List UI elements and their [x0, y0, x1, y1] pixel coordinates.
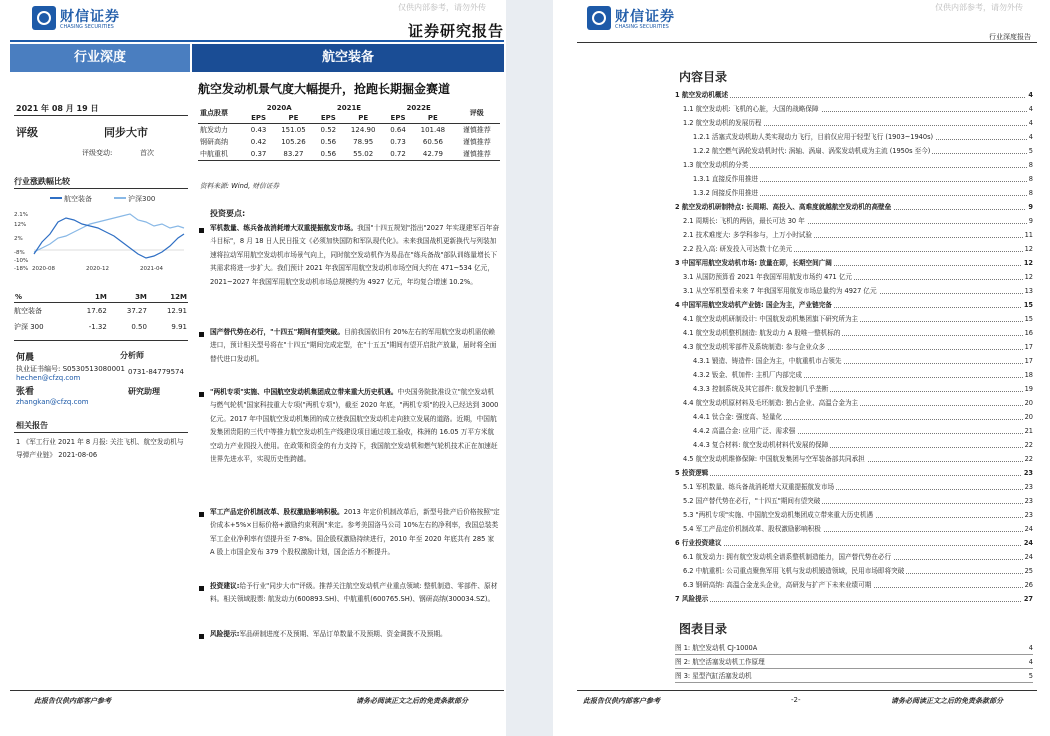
toc-entry-page: 23: [1024, 497, 1033, 505]
toc-title: 内容目录: [679, 70, 728, 84]
toc-entry-page: 17: [1024, 357, 1033, 365]
toc-entry-page: 15: [1023, 301, 1033, 309]
toc-entry-title: 6.2 中航重机: 公司重点聚焦军用飞机与发动机锻造领域，民用市场即将突破: [683, 567, 905, 575]
toc-entry-title: 2.2 投入高: 研发投入可达数十亿美元: [683, 245, 793, 253]
logo-icon: [32, 6, 56, 30]
x-tick: 2020-12: [86, 266, 109, 272]
perf-row: 沪深 300 -1.32 0.50 9.91: [14, 323, 187, 331]
year-head: 2021E: [336, 104, 362, 112]
toc-entry-title: 2 航空发动机研制特点: 长周期、高投入、高难度就越航空发动机的高壁垒: [675, 203, 892, 211]
toc-entry-page: 8: [1028, 161, 1033, 169]
toc-entry-title: 4.1 航空发动机研制设计: 中国航发动机集团旗下研究所为主: [683, 315, 859, 323]
perf-header: 1M: [95, 293, 107, 301]
footer-right: 请务必阅读正文之后的免责条款部分: [356, 697, 468, 705]
header-rule: [10, 40, 504, 42]
y-tick: 2.1%: [14, 212, 28, 218]
bullet-icon: [199, 586, 204, 591]
figure-entry[interactable]: [675, 670, 1033, 683]
toc-entry-title: 3.1 从空军机型看未来 7 年我国军用航发市场总量约为 4927 亿元: [683, 287, 877, 295]
toc-entry-title: 4 中国军用航空发动机产业链: 国企为主，产业链完备: [675, 301, 832, 309]
toc-entry-title: 1.1 航空发动机: 飞机的心脏，大国的战略保障: [683, 105, 819, 113]
toc-entry-page: 26: [1024, 581, 1033, 589]
toc-entry-page: 23: [1024, 483, 1033, 491]
toc-entry[interactable]: [693, 426, 1033, 437]
assistant-name: 张看: [16, 387, 35, 397]
toc-entry-title: 4.3.3 控制系统及其它部件: 航发控制几乎垄断: [693, 385, 829, 393]
figure-entry-page: 4: [1028, 658, 1033, 666]
category-band: 行业深度: [10, 44, 190, 72]
toc-entry-page: 5: [1028, 147, 1033, 155]
figure-entry-title: 图 1: 航空发动机 CJ-1000A: [675, 644, 758, 652]
footer-rule: [577, 690, 1037, 691]
analyst-email[interactable]: hechen@cfzq.com: [16, 374, 81, 382]
toc-entry[interactable]: [693, 356, 1033, 367]
divider: [14, 432, 188, 433]
bullet-icon: [199, 332, 204, 337]
toc-entry[interactable]: [683, 104, 1033, 115]
toc-entry-title: 4.3.2 钣金、机加件: 主机厂内部完成: [693, 371, 802, 379]
toc-entry-title: 1.2 航空发动机的发展历程: [683, 119, 762, 127]
toc-entry[interactable]: [683, 482, 1033, 493]
stock-row: 钢研高纳 0.42 105.26 0.56 78.95 0.73 60.56 谨慎推荐: [200, 138, 491, 146]
analyst-phone: 0731-84779574: [128, 368, 184, 376]
toc-entry[interactable]: [683, 566, 1033, 577]
toc-entry-title: 7 风险提示: [675, 595, 709, 603]
toc-entry-title: 5.3 "两机专项"实施、中国航空发动机集团成立带来重大历史机遇: [683, 511, 874, 519]
toc-entry-title: 4.4.3 复合材料: 航空发动机材料代发展的保障: [693, 441, 829, 449]
toc-entry[interactable]: [683, 314, 1033, 325]
perf-header: 3M: [135, 293, 147, 301]
toc-entry-page: 23: [1024, 511, 1033, 519]
bullet-icon: [199, 228, 204, 233]
toc-entry-page: 20: [1024, 399, 1033, 407]
rating-change-label: 评级变动:: [82, 149, 113, 157]
toc-entry[interactable]: [683, 342, 1033, 353]
stock-row: 中航重机 0.37 83.27 0.56 55.02 0.72 42.79 谨慎推荐: [198, 148, 500, 161]
key-point: 风险提示:军品研制进度不及预期、军品订单数量不及预期、资金调拨不及预期。: [210, 630, 447, 638]
y-tick: 12%: [14, 222, 27, 228]
rating-label: 评级: [16, 126, 38, 139]
footer-rule: [10, 690, 504, 691]
trend-chart-title: 行业涨跌幅比较: [14, 177, 70, 186]
stock-table-head: 重点股票: [200, 109, 228, 117]
analyst-role: 分析师: [120, 351, 144, 360]
report-date: 2021 年 08 月 19 日: [16, 104, 99, 113]
key-point: 投资建议:给予行业"同步大市"评级。推荐关注航空发动机产业重点领域: 整机制造、零部件、原材料。相关领域股票: 航发动力(600893.SH)、中航重机(600765.SH)、钢研高纳(300034.SZ)。: [210, 582, 498, 604]
figure-entry-title: 图 3: 星型汽缸活塞发动机: [675, 672, 752, 680]
toc-entry[interactable]: [683, 524, 1033, 535]
toc-entry-title: 4.4.1 钛合金: 强度高、轻量化: [693, 413, 783, 421]
logo-subtext: CHASING SECURITIES: [615, 24, 669, 30]
bullet-icon: [199, 512, 204, 517]
toc-entry[interactable]: [683, 580, 1033, 591]
toc-entry-title: 5.2 国产替代势在必行，"十四五"期间有望突破: [683, 497, 821, 505]
footer-right: 请务必阅读正文之后的免责条款部分: [891, 697, 1003, 705]
figure-entry-title: 图 2: 航空活塞发动机工作原理: [675, 658, 765, 666]
toc-entry[interactable]: [683, 398, 1033, 409]
toc-entry-page: 24: [1024, 553, 1033, 561]
toc-entry-page: 18: [1024, 371, 1033, 379]
y-tick: -18%: [14, 266, 29, 272]
figure-entry-page: 5: [1028, 672, 1033, 680]
toc-entry[interactable]: [683, 510, 1033, 521]
toc-entry-title: 1 航空发动机概述: [675, 91, 729, 99]
toc-entry[interactable]: [675, 594, 1033, 605]
toc-entry[interactable]: [693, 132, 1033, 143]
bullet-icon: [199, 634, 204, 639]
divider: [14, 115, 188, 116]
y-tick: -10%: [14, 258, 29, 264]
toc-entry[interactable]: [675, 90, 1033, 101]
toc-entry-page: 9: [1028, 203, 1033, 211]
y-tick: -8%: [14, 250, 25, 256]
toc-entry[interactable]: [675, 538, 1033, 549]
x-tick: 2021-04: [140, 266, 163, 272]
legend-label-a: 航空装备: [64, 195, 92, 203]
toc-entry[interactable]: [675, 258, 1033, 269]
toc-entry-title: 6 行业投资建议: [675, 539, 722, 547]
toc-entry[interactable]: [683, 244, 1033, 255]
toc-entry-title: 1.3 航空发动机的分类: [683, 161, 749, 169]
footer-left: 此报告仅供内部客户参考: [34, 697, 111, 705]
toc-entry-title: 4.5 航空发动机维修保障: 中国航发集团与空军装备部共同承担: [683, 455, 865, 463]
related-reports-title: 相关报告: [16, 421, 48, 430]
logo-text: 财信证券: [615, 9, 675, 25]
performance-table: [14, 292, 188, 335]
perf-row: 航空装备 17.62 37.27 12.91: [14, 307, 187, 315]
toc-entry-title: 4.3 航空发动机零部件及系统制造: 参与企业众多: [683, 343, 826, 351]
report-type-title: 证券研究报告: [408, 22, 505, 40]
toc-entry[interactable]: [693, 412, 1033, 423]
rating-change-value: 首次: [140, 149, 154, 157]
rating-value: 同步大市: [104, 126, 148, 139]
report-page-1: [0, 0, 506, 736]
toc-entry-page: 27: [1023, 595, 1033, 603]
toc-entry[interactable]: [675, 202, 1033, 213]
toc-entry-title: 2.1 周期长: 飞机的两倍，最长可达 30 年: [683, 217, 805, 225]
toc-entry[interactable]: [683, 272, 1033, 283]
toc-entry-title: 1.3.2 间接反作用推进: [693, 189, 759, 197]
x-tick: 2020-08: [32, 266, 55, 272]
sector-band: 航空装备: [192, 44, 504, 72]
toc-entry-page: 4: [1028, 105, 1033, 113]
key-point: 军机数量、练兵备战消耗增大双重提振航发市场。我国"十四五规划"指出"2027 年实现建军百年奋斗目标"，8 月 18 日人民日报文《必须加快国防和军队现代化》。未来我国战机更新换代与列装加速将拉动军用航空发动机市场景气向上，同时航空发动机作为易品在"练兵备战"部队训练量增长下其需求将进一步扩大。我们预计 2021 年我国军用航空发动机市场空间大约在 471~534 亿元，2021~2027 年我国军用航空发动机市场总规模约为 4927 亿元，年均复合增速 10.2%。: [210, 224, 500, 286]
toc-entry-page: 11: [1024, 231, 1033, 239]
figure-entry-page: 4: [1028, 644, 1033, 652]
key-point: 国产替代势在必行，"十四五"期间有望突破。目前我国依旧有 20%左右的军用航空发动机需依赖进口，预计相关型号将在"十四五"期间完成定型，在"十五五"期间有望开启批产放量，届时将全面替代进口发动机。: [210, 328, 497, 363]
logo-icon: [587, 6, 611, 30]
toc-entry[interactable]: [693, 440, 1033, 451]
toc-entry-title: 4.3.1 锻造、铸造件: 国企为主，中航重机市占领先: [693, 357, 842, 365]
toc-entry[interactable]: [683, 160, 1033, 171]
analyst-cert: 执业证书编号: S0530513080001: [16, 365, 125, 373]
toc-entry[interactable]: [683, 552, 1033, 563]
toc-entry-page: 23: [1023, 469, 1033, 477]
toc-entry-page: 4: [1028, 119, 1033, 127]
perf-header: 12M: [170, 293, 187, 301]
toc-entry[interactable]: [675, 468, 1033, 479]
key-stocks-table: 重点股票 2020A 2021E 2022E 评级 EPS PE EPS PE EPS PE 航发动力 0.43 151.05 0.52 124.90 0.64 101.48 谨慎推荐 钢研高纳 0.42 105.26 0.56 78.95 0.73 60.56 谨慎推荐 中航重机 0.37 83.27 0.56 55.02 0.72 42.79 谨慎推荐: [198, 103, 500, 161]
toc-entry-title: 6.1 航发动力: 拥有航空发动机全谱系整机制造能力，国产替代势在必行: [683, 553, 892, 561]
logo-text: 财信证券: [60, 9, 120, 25]
toc-entry-title: 1.2.1 活塞式发动机助人类实现动力飞行，目前仅应用于轻型飞行 (1903~1940s): [693, 133, 934, 141]
toc-entry-page: 16: [1024, 329, 1033, 337]
toc-entry[interactable]: [683, 328, 1033, 339]
toc-entry-page: 24: [1024, 525, 1033, 533]
stock-row: 航发动力 0.43 151.05 0.52 124.90 0.64 101.48 谨慎推荐: [200, 126, 491, 134]
report-headline: 航空发动机景气度大幅提升，抢跑长期掘金赛道: [198, 82, 451, 96]
toc-entry-title: 3.1 从国防预算看 2021 年我国军用航发市场约 471 亿元: [683, 273, 853, 281]
toc-entry-title: 4.4.2 高温合金: 应用广泛、需求强: [693, 427, 796, 435]
legend-label-b: 沪深300: [128, 195, 156, 203]
toc-entry-page: 25: [1024, 567, 1033, 575]
footer-left: 此报告仅供内部客户参考: [583, 697, 660, 705]
toc-entry-page: 12: [1024, 245, 1033, 253]
related-report-link[interactable]: 1 《军工行业 2021 年 8 月报: 关注飞机、航空发动机与导弹产业链》 2021-08-06: [16, 438, 184, 459]
logo-subtext: CHASING SECURITIES: [60, 24, 114, 30]
divider: [14, 340, 188, 341]
toc-entry-page: 24: [1023, 539, 1033, 547]
assistant-role: 研究助理: [128, 387, 160, 396]
toc-entry[interactable]: [693, 146, 1033, 157]
figures-title: 图表目录: [679, 622, 728, 636]
figure-entry[interactable]: [675, 642, 1033, 655]
year-head: 2022E: [406, 104, 431, 112]
key-point: "两机专项"实施、中国航空发动机集团成立带来重大历史机遇。中央国务院批准设立"航空发动机与燃气轮机"国家科技重大专项("两机专项")，截至 2020 年底，"两机专项"的投入已经达到 3000 亿元。2017 年中国航空发动机集团的成立使我国航空发动机走向独立发展的道路。近期，中国航发集团贵阳的三代中等推力航空发动机生产线建设项目通过竣工验收，株洲的 16.05 万平方米航空动力产业园投入使用。在政策和资金的有力支持下，我国航空发动机和燃气轮机技术正在加速赶世界先进水平，实现历史性跨越。: [210, 388, 499, 464]
toc-entry-page: 12: [1023, 259, 1033, 267]
toc-entry[interactable]: [683, 216, 1033, 227]
y-tick: 2%: [14, 236, 23, 242]
analyst-name: 何晨: [16, 353, 35, 363]
toc-entry-page: 12: [1024, 273, 1033, 281]
rating-head: 评级: [469, 109, 484, 117]
toc-entry-title: 1.3.1 直接反作用推进: [693, 175, 759, 183]
toc-entry-page: 22: [1024, 441, 1033, 449]
bullet-icon: [199, 392, 204, 397]
watermark: 仅供内部参考，请勿外传: [398, 3, 486, 12]
toc-entry[interactable]: [693, 370, 1033, 381]
toc-entry[interactable]: [693, 384, 1033, 395]
figure-entry[interactable]: [675, 656, 1033, 669]
toc-entry-title: 6.3 钢研高纳: 高温合金龙头企业，高研发与扩产下未来业绩可期: [683, 581, 872, 589]
report-type-title: 行业深度报告: [989, 33, 1031, 41]
toc-entry-page: 8: [1028, 175, 1033, 183]
assistant-email[interactable]: zhangkan@cfzq.com: [16, 398, 89, 406]
toc-entry-page: 9: [1028, 217, 1033, 225]
toc-entry-title: 4.1 航空发动机整机制造: 航发动力 A 股唯一整机标的: [683, 329, 841, 337]
toc-entry-page: 8: [1028, 189, 1033, 197]
perf-header: %: [15, 293, 23, 301]
toc-entry-page: 13: [1024, 287, 1033, 295]
toc-entry-title: 3 中国军用航空发动机市场: 放量在即，长期空间广阔: [675, 259, 832, 267]
toc-entry-title: 5.1 军机数量、练兵备战消耗增大双重提振航发市场: [683, 483, 835, 491]
divider: [14, 188, 188, 189]
year-head: 2020A: [266, 104, 292, 112]
toc-entry[interactable]: [675, 300, 1033, 311]
toc-entry-page: 15: [1024, 315, 1033, 323]
toc-entry-page: 4: [1028, 133, 1033, 141]
toc-entry-title: 5.4 军工产品定价机制改革、股权激励影响积极: [683, 525, 821, 533]
toc-entry-page: 17: [1024, 343, 1033, 351]
toc-entry-page: 4: [1028, 91, 1033, 99]
toc-entry[interactable]: [693, 188, 1033, 199]
toc-entry-page: 19: [1024, 385, 1033, 393]
toc-entry[interactable]: [683, 454, 1033, 465]
toc-entry-page: 21: [1024, 427, 1033, 435]
key-point: 军工产品定价机制改革、股权激励影响积极。2013 年定价机制改革后，新型号批产后价格按照"定价成本+5%×目标价格+激励约束利润"来定。参考美国洛马公司 10%左右的净利率，我国总装类军工企业净利率有望提升至 7-8%。国企股权激励持续进行，2010 年至 2020 年底共有 285 家 A 股上市国企发布 379 个股权激励计划，国企活力不断提升。: [210, 508, 500, 557]
toc-entry[interactable]: [683, 496, 1033, 507]
report-page-2: [553, 0, 1050, 736]
header-rule: [577, 42, 1037, 43]
table-source: 资料来源: Wind, 财信证券: [200, 182, 280, 190]
toc-entry-title: 5 投资逻辑: [675, 469, 709, 477]
toc-entry-page: 22: [1024, 455, 1033, 463]
toc-entry[interactable]: [683, 230, 1033, 241]
performance-trend-chart: [14, 192, 186, 274]
watermark: 仅供内部参考，请勿外传: [935, 3, 1023, 12]
toc-entry[interactable]: [683, 118, 1033, 129]
toc-entry[interactable]: [693, 174, 1033, 185]
page-number: -2-: [791, 696, 801, 704]
toc-entry-title: 1.2.2 航空燃气涡轮发动机时代: 涡轴、涡扇、涡桨发动机成为主流 (1950s 至今): [693, 147, 931, 155]
key-points-title: 投资要点:: [210, 209, 246, 218]
toc-entry[interactable]: [683, 286, 1033, 297]
toc-entry-title: 4.4 航空发动机原材料及毛坯制造: 独占企业、高温合金为主: [683, 399, 859, 407]
toc-entry-page: 20: [1024, 413, 1033, 421]
toc-entry-title: 2.1 技术难度大: 多学科参与，上万小时试验: [683, 231, 812, 239]
